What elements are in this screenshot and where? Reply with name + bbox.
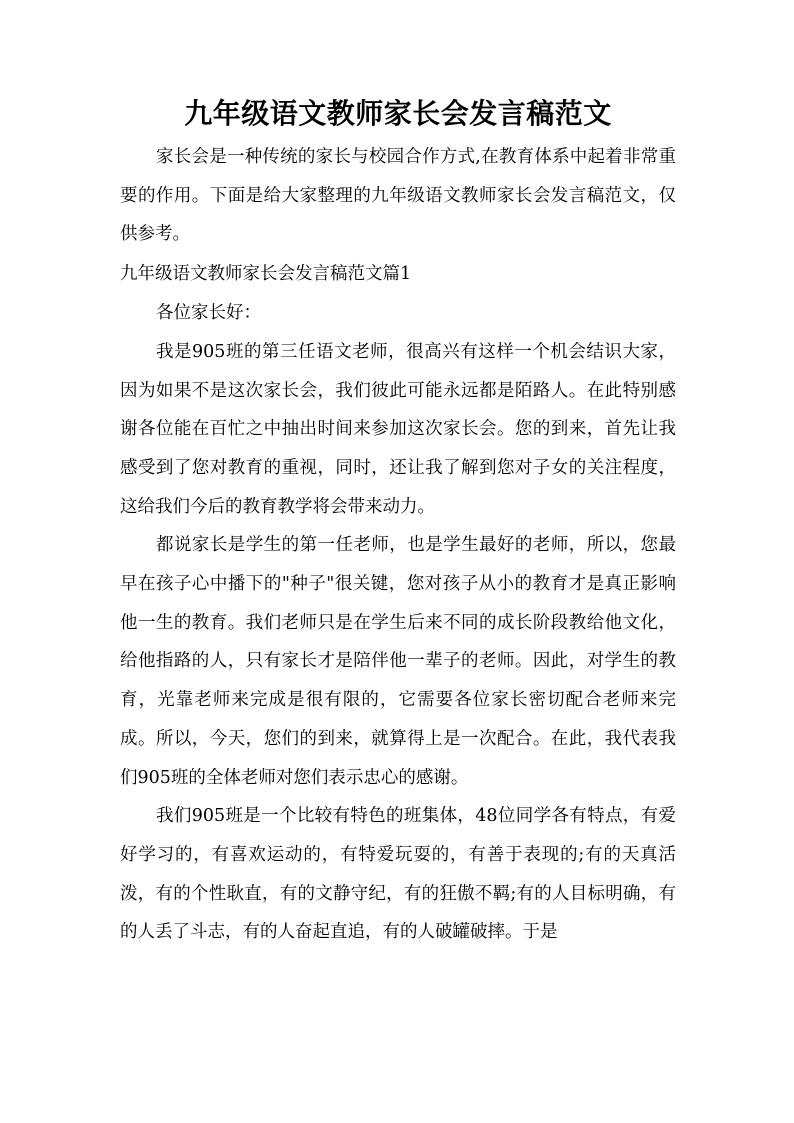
- body-paragraph: 我是905班的第三任语文老师，很高兴有这样一个机会结识大家，因为如果不是这次家长会，我们彼此可能永远都是陌路人。在此特别感谢各位能在百忙之中抽出时间来参加这次家长会。您的到来，首先让我感受到了您对教育的重视，同时，还让我了解到您对子女的关注程度，这给我们今后的教育教学将会带来动力。: [120, 341, 676, 517]
- document-title: 九年级语文教师家长会发言稿范文: [184, 97, 612, 130]
- body-paragraph: 我们905班是一个比较有特色的班集体，48位同学各有特点，有爱好学习的，有喜欢运动的，有特爱玩耍的，有善于表现的;有的天真活泼，有的个性耿直，有的文静守纪，有的狂傲不羁;有的人目标明确，有的人丢了斗志，有的人奋起直追，有的人破罐破摔。于是: [120, 806, 676, 943]
- section-heading: 九年级语文教师家长会发言稿范文篇1: [120, 264, 412, 285]
- greeting-line: 各位家长好：: [156, 303, 261, 324]
- body-paragraph: 都说家长是学生的第一任老师，也是学生最好的老师，所以，您最早在孩子心中播下的"种子"很关键，您对孩子从小的教育才是真正影响他一生的教育。我们老师只是在学生后来不同的成长阶段教给他文化，给他指路的人，只有家长才是陪伴他一辈子的老师。因此，对学生的教育，光靠老师来完成是很有限的，它需要各位家长密切配合老师来完成。所以，今天，您们的到来，就算得上是一次配合。在此，我代表我们905班的全体老师对您们表示忠心的感谢。: [120, 535, 676, 788]
- intro-paragraph: 家长会是一种传统的家长与校园合作方式,在教育体系中起着非常重要的作用。下面是给大家整理的九年级语文教师家长会发言稿范文，仅供参考。: [120, 147, 676, 245]
